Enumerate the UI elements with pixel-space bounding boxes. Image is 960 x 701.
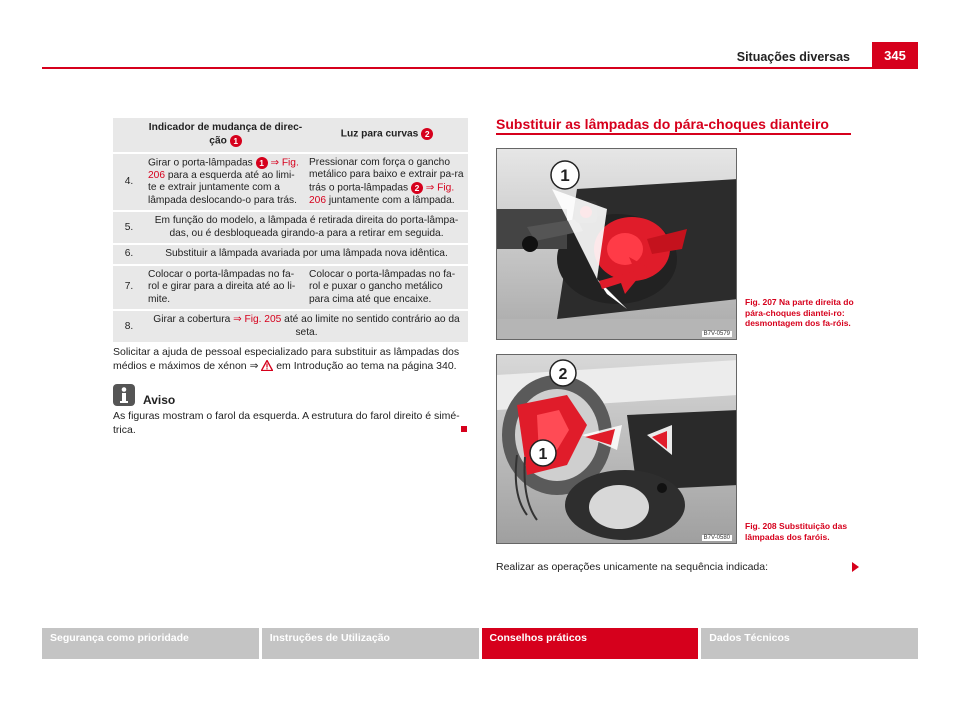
- sequence-note: Realizar as operações unicamente na sequência indicada:: [496, 561, 769, 573]
- step-number: 5.: [113, 212, 145, 243]
- table-header-turn-signal: Indicador de mudança de direc- ção 1: [145, 118, 306, 152]
- marker-1: 1: [256, 157, 268, 169]
- tab-practical-tips[interactable]: Conselhos práticos: [482, 628, 699, 659]
- figure-208-image: [496, 354, 737, 544]
- figure-208-caption: Fig. 208 Substituição das lâmpadas dos faróis.: [745, 521, 848, 542]
- marker-2: 2: [411, 182, 423, 194]
- section-end-marker: [461, 426, 467, 432]
- table-header-cornering-light: Luz para curvas 2: [306, 118, 468, 152]
- figure-link[interactable]: ⇒ Fig. 206: [309, 182, 455, 206]
- callout-1: 1: [538, 446, 548, 463]
- table-row: [113, 212, 468, 243]
- tab-operating-instructions[interactable]: Instruções de Utilização: [262, 628, 479, 659]
- figure-link[interactable]: ⇒ Fig. 205: [233, 314, 282, 326]
- section-header-title: Situações diversas: [736, 50, 850, 64]
- step-cell: Em função do modelo, a lâmpada é retirada direita do porta-lâmpa-das, ou é desbloqueada girando-a para a retirar em seguida.: [145, 212, 468, 243]
- instructions-table: [113, 116, 468, 344]
- figure-code: B7V-0579: [703, 331, 730, 337]
- step-cell: Colocar o porta-lâmpadas no fa-rol e puxar o gancho metálico para cima até que encaixe.: [306, 266, 468, 310]
- table-row: [113, 154, 468, 211]
- figure-link[interactable]: ⇒ Fig. 206: [148, 157, 299, 181]
- notice-title: Aviso: [143, 393, 176, 407]
- step-number: 7.: [113, 266, 145, 310]
- step-cell: Girar a cobertura ⇒ Fig. 205 até ao limite no sentido contrário ao da seta.: [145, 311, 468, 342]
- tab-safety[interactable]: Segurança como prioridade: [42, 628, 259, 659]
- table-row: [113, 311, 468, 342]
- section-title: Substituir as lâmpadas do pára-choques dianteiro: [496, 116, 829, 132]
- step-number: 6.: [113, 245, 145, 264]
- warning-icon: [261, 360, 273, 371]
- figure-207-caption: Fig. 207 Na parte direita do pára-choques diantei-ro: desmontagem dos fa-róis.: [745, 297, 854, 328]
- table-row: [113, 266, 468, 310]
- page-number: 345: [872, 42, 918, 68]
- xenon-note: Solicitar a ajuda de pessoal especializado para substituir as lâmpadas dos médios e máximos de xénon ⇒ em Introdução ao tema na página 340.: [113, 346, 460, 372]
- info-icon: [113, 384, 135, 406]
- tab-technical-data[interactable]: Dados Técnicos: [701, 628, 918, 659]
- header-divider: [42, 67, 918, 69]
- step-cell: Colocar o porta-lâmpadas no fa-rol e girar para a direita até ao li-mite.: [145, 266, 306, 310]
- section-divider: [496, 133, 851, 135]
- table-header-empty: [113, 118, 145, 152]
- continue-arrow-icon: [852, 562, 859, 572]
- footer-nav: [42, 628, 918, 659]
- step-cell: Girar o porta-lâmpadas 1 ⇒ Fig. 206 para a esquerda até ao limi-te e extrair juntamente com a lâmpada deslocando-o para trás.: [145, 154, 306, 211]
- step-number: 4.: [113, 154, 145, 211]
- step-number: 8.: [113, 311, 145, 342]
- table-row: [113, 245, 468, 264]
- step-cell: Pressionar com força o gancho metálico para baixo e extrair pa-ra trás o porta-lâmpadas 2 ⇒ Fig. 206 juntamente com a lâmpada.: [306, 154, 468, 211]
- notice-text: As figuras mostram o farol da esquerda. A estrutura do farol direito é simé-trica.: [113, 410, 460, 436]
- callout-1: 1: [560, 166, 570, 185]
- callout-2: 2: [558, 366, 568, 383]
- table-header-row: [113, 118, 468, 152]
- marker-1: 1: [230, 135, 242, 147]
- marker-2: 2: [421, 128, 433, 140]
- step-cell: Substituir a lâmpada avariada por uma lâmpada nova idêntica.: [145, 245, 468, 264]
- figure-code: B7V-0580: [703, 535, 730, 541]
- figure-207-image: [496, 148, 737, 340]
